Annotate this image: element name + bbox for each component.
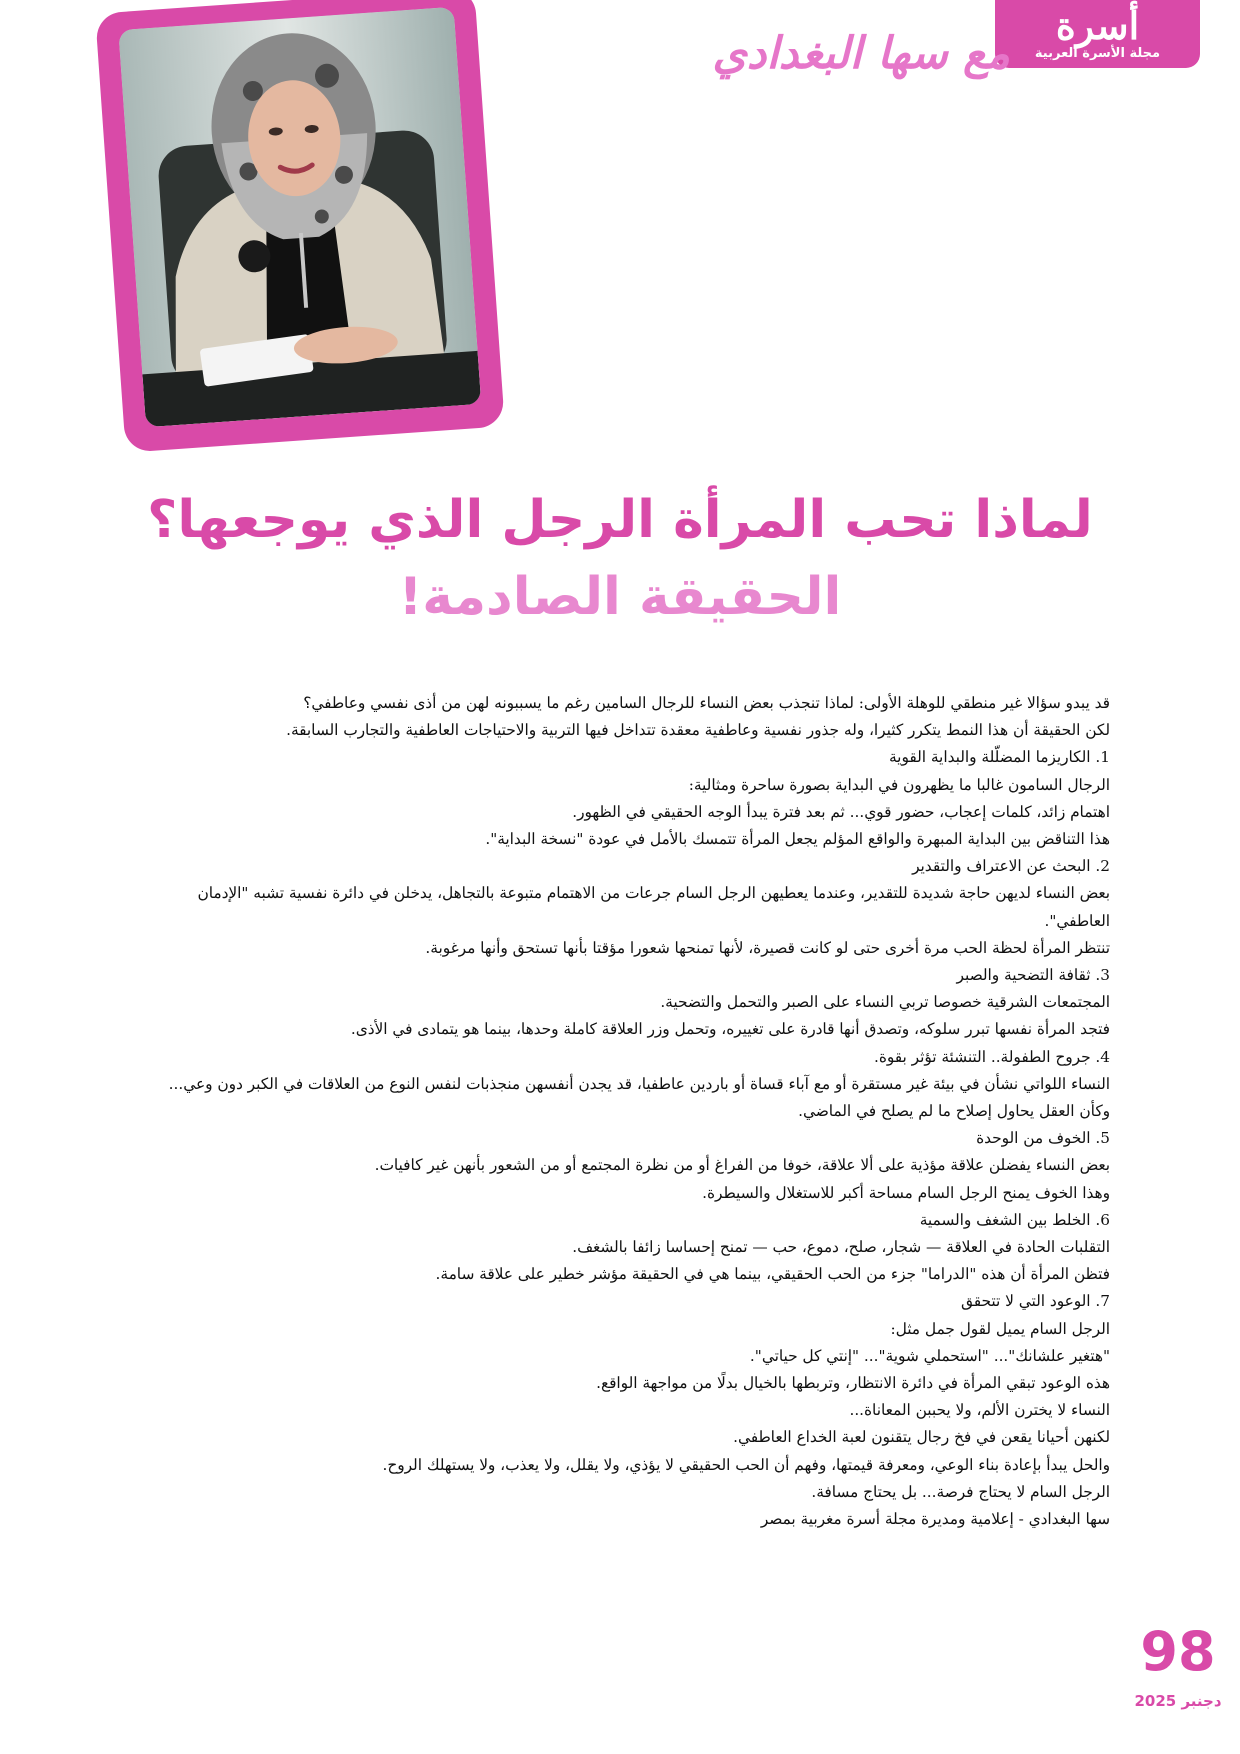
section-heading: 1. الكاريزما المضلّلة والبداية القوية <box>888 748 1110 767</box>
section-heading: 7. الوعود التي لا تتحقق <box>961 1292 1110 1311</box>
author-name: مع سها البغدادي <box>712 28 1010 79</box>
section-heading: 6. الخلط بين الشغف والسمية <box>919 1210 1110 1229</box>
author-portrait-illustration <box>118 7 481 427</box>
page-number: 98 <box>1140 1620 1216 1683</box>
body-paragraph: النساء لا يخترن الألم، ولا يحببن المعاناة... <box>849 1401 1110 1420</box>
body-paragraph: الرجل السام يميل لقول جمل مثل: <box>890 1319 1110 1338</box>
body-paragraph: التقلبات الحادة في العلاقة — شجار، صلح، دموع، حب — تمنح إحساسا زائفا بالشغف. <box>572 1238 1110 1257</box>
body-paragraph: الرجال السامون غالبا ما يظهرون في البداية بصورة ساحرة ومثالية: <box>688 775 1110 794</box>
author-signature: سها البغدادي - إعلامية ومديرة مجلة أسرة مغربية بمصر <box>760 1510 1110 1529</box>
logo-subtitle: مجلة الأسرة العربية <box>1034 46 1161 61</box>
body-paragraph: المجتمعات الشرقية خصوصا تربي النساء على الصبر والتحمل والتضحية. <box>660 993 1110 1012</box>
body-paragraph: بعض النساء لديهن حاجة شديدة للتقدير، وعندما يعطيهن الرجل السام جرعات من الاهتمام متبوعة بالتجاهل، يدخلن في دائرة نفسية تشبه "الإدمان العاطفي". <box>197 884 1110 930</box>
body-paragraph: وكأن العقل يحاول إصلاح ما لم يصلح في الماضي. <box>798 1102 1110 1121</box>
body-paragraph: تنتظر المرأة لحظة الحب مرة أخرى حتى لو كانت قصيرة، لأنها تمنحها شعورا مؤقتا بأنها تستحق وأنها مرغوبة. <box>425 938 1110 957</box>
body-paragraph: اهتمام زائد، كلمات إعجاب، حضور قوي... ثم بعد فترة يبدأ الوجه الحقيقي في الظهور. <box>572 802 1110 821</box>
section-heading: 3. ثقافة التضحية والصبر <box>956 966 1110 985</box>
body-paragraph: هذه الوعود تبقي المرأة في دائرة الانتظار، وتربطها بالخيال بدلًا من مواجهة الواقع. <box>596 1374 1110 1393</box>
author-photo-frame <box>95 0 505 453</box>
body-paragraph: وهذا الخوف يمنح الرجل السام مساحة أكبر للاستغلال والسيطرة. <box>702 1183 1110 1202</box>
body-paragraph: فتجد المرأة نفسها تبرر سلوكه، وتصدق أنها قادرة على تغييره، وتحمل وزر العلاقة كاملة وحدها، بينما هو يتمادى في الأذى. <box>350 1020 1110 1039</box>
body-paragraph: بعض النساء يفضلن علاقة مؤذية على ألا علاقة، خوفا من الفراغ أو من نظرة المجتمع أو من الشعور بأنهن غير كافيات. <box>374 1156 1110 1175</box>
body-paragraph: لكن الحقيقة أن هذا النمط يتكرر كثيرا، وله جذور نفسية وعاطفية معقدة تتداخل فيها التربية والاحتياجات العاطفية والتجارب السابقة. <box>286 721 1110 740</box>
body-paragraph: الرجل السام لا يحتاج فرصة... بل يحتاج مسافة. <box>811 1482 1110 1501</box>
author-photo <box>118 7 481 427</box>
body-paragraph: "هتغير علشانك"... "استحملي شوية"... "إنتي كل حياتي". <box>749 1346 1110 1365</box>
body-paragraph: فتظن المرأة أن هذه "الدراما" جزء من الحب الحقيقي، بينما هي في الحقيقة مؤشر خطير على علاقة سامة. <box>435 1265 1110 1284</box>
section-heading: 2. البحث عن الاعتراف والتقدير <box>912 857 1110 876</box>
article-body <box>130 690 1110 1533</box>
section-heading: 4. جروح الطفولة.. التنشئة تؤثر بقوة. <box>874 1047 1110 1066</box>
logo-wordmark: أسرة <box>1055 3 1140 48</box>
magazine-logo <box>995 0 1200 68</box>
issue-date: دجنبر 2025 <box>1134 1692 1222 1710</box>
article-subheadline: الحقيقة الصادمة! <box>398 567 842 627</box>
body-paragraph: لكنهن أحيانا يقعن في فخ رجال يتقنون لعبة الخداع العاطفي. <box>733 1428 1110 1447</box>
body-paragraph: قد يبدو سؤالا غير منطقي للوهلة الأولى: لماذا تنجذب بعض النساء للرجال السامين رغم ما يسببونه لهن من أذى نفسي وعاطفي؟ <box>303 694 1110 712</box>
body-paragraph: النساء اللواتي نشأن في بيئة غير مستقرة أو مع آباء قساة أو باردين عاطفيا، قد يجدن أنفسهن منجذبات لنفس النوع من العلاقات في الكبر دون وعي... <box>168 1074 1110 1093</box>
body-paragraph: هذا التناقض بين البداية المبهرة والواقع المؤلم يجعل المرأة تتمسك بالأمل في عودة "نسخة البداية". <box>485 830 1110 849</box>
article-headline: لماذا تحب المرأة الرجل الذي يوجعها؟ <box>147 490 1093 550</box>
body-paragraph: والحل يبدأ بإعادة بناء الوعي، ومعرفة قيمتها، وفهم أن الحب الحقيقي لا يؤذي، ولا يقلل، ولا يعذب، ولا يستهلك الروح. <box>382 1455 1110 1474</box>
section-heading: 5. الخوف من الوحدة <box>976 1129 1110 1148</box>
